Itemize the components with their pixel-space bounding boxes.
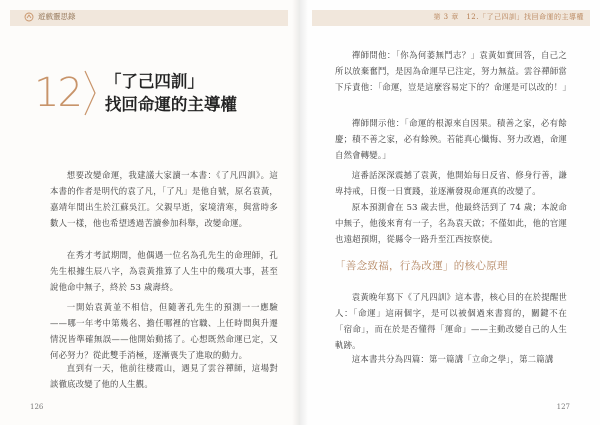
left-paragraph-1: 想要改變命運，我建議大家讀一本書：《了凡四訓》。這本書的作者是明代的袁了凡，「了凡」是他自號，原名袁黃，嘉靖年間出生於江蘇吳江。父親早逝，家境清寒，與當時多數人一樣，他也希望透過苦讀參加科舉，改變命運。	[50, 170, 278, 228]
right-paragraph-4: 原本預測會在 53 歲去世，他最終活到了 74 歲；本說命中無子，他後來育有一子，名為袁天啟；不僅如此，他的官運也遠超預期，從縣令一路升至江西按察使。	[335, 202, 567, 244]
book-title: 遊戲靈思錄	[38, 12, 76, 21]
chapter-number: 12	[34, 70, 81, 117]
section-heading: 「善念致福，行為改運」的核心原理	[335, 260, 508, 272]
book-logo-icon	[24, 12, 34, 22]
chapter-opener	[34, 70, 237, 117]
left-paragraph-3: 一開始袁黃並不相信，但隨著孔先生的預測一一應驗——哪一年考中第幾名、擔任哪裡的官職、上任時間與升遷情況皆準確無誤——他開始動搖了。心想既然命運已定，又何必努力？從此雙手消極，逐漸喪失了進取的動力。	[50, 302, 278, 360]
chapter-bracket-icon	[83, 70, 97, 116]
chapter-title-line-1: 「了己四訓」	[104, 72, 204, 91]
right-running-header: 第 3 章 12.「了己四訓」找回命運的主導權	[433, 13, 584, 21]
book-gutter	[292, 0, 308, 425]
right-page-number: 127	[556, 403, 570, 411]
right-section-paragraph-1: 袁黃晚年寫下《了凡四訓》這本書，核心目的在於提醒世人：「命運」這兩個字，是可以被個過來書寫的，關鍵不在「宿命」，而在於是否懂得「運命」——主動改變自己的人生軌跡。	[335, 292, 567, 350]
chapter-title-line-2: 找回命運的主導權	[104, 95, 237, 115]
right-paragraph-1: 禪師問他：「你為何萎無鬥志？」袁黃如實回答，自己之所以放棄奮鬥，是因為命運早已注定，努力無益。雲谷禪師當下斥責他：「命運，豈是這麼容易定下的？命運是可以改的！」	[335, 50, 571, 92]
right-section-paragraph-2: 這本書共分為四篇：第一篇講「立命之學」，第二篇講	[351, 354, 554, 364]
left-running-header	[24, 11, 76, 22]
right-paragraph-3: 這番話深深震撼了袁黃，他開始每日反省、修身行善，謙卑持戒，日復一日實踐，並逐漸發現命運真的改變了。	[335, 170, 567, 196]
left-page-number: 126	[30, 403, 44, 411]
left-paragraph-2: 在秀才考試期間，他偶遇一位名為孔先生的命理師，孔先生根據生辰八字，為袁黃推算了人生中的幾項大事，甚至說他命中無子，終於 53 歲壽終。	[50, 250, 278, 292]
chapter-title	[105, 70, 237, 117]
left-paragraph-4: 直到有一天，他前往棲霞山，遇見了雲谷禪師，這場對談徹底改變了他的人生觀。	[50, 363, 278, 389]
right-paragraph-2: 禪師開示他：「命運的根源來自因果。積善之家，必有餘慶；積不善之家，必有餘殃。若能真心懺悔、努力改過，命運自然會轉變。」	[335, 118, 567, 160]
